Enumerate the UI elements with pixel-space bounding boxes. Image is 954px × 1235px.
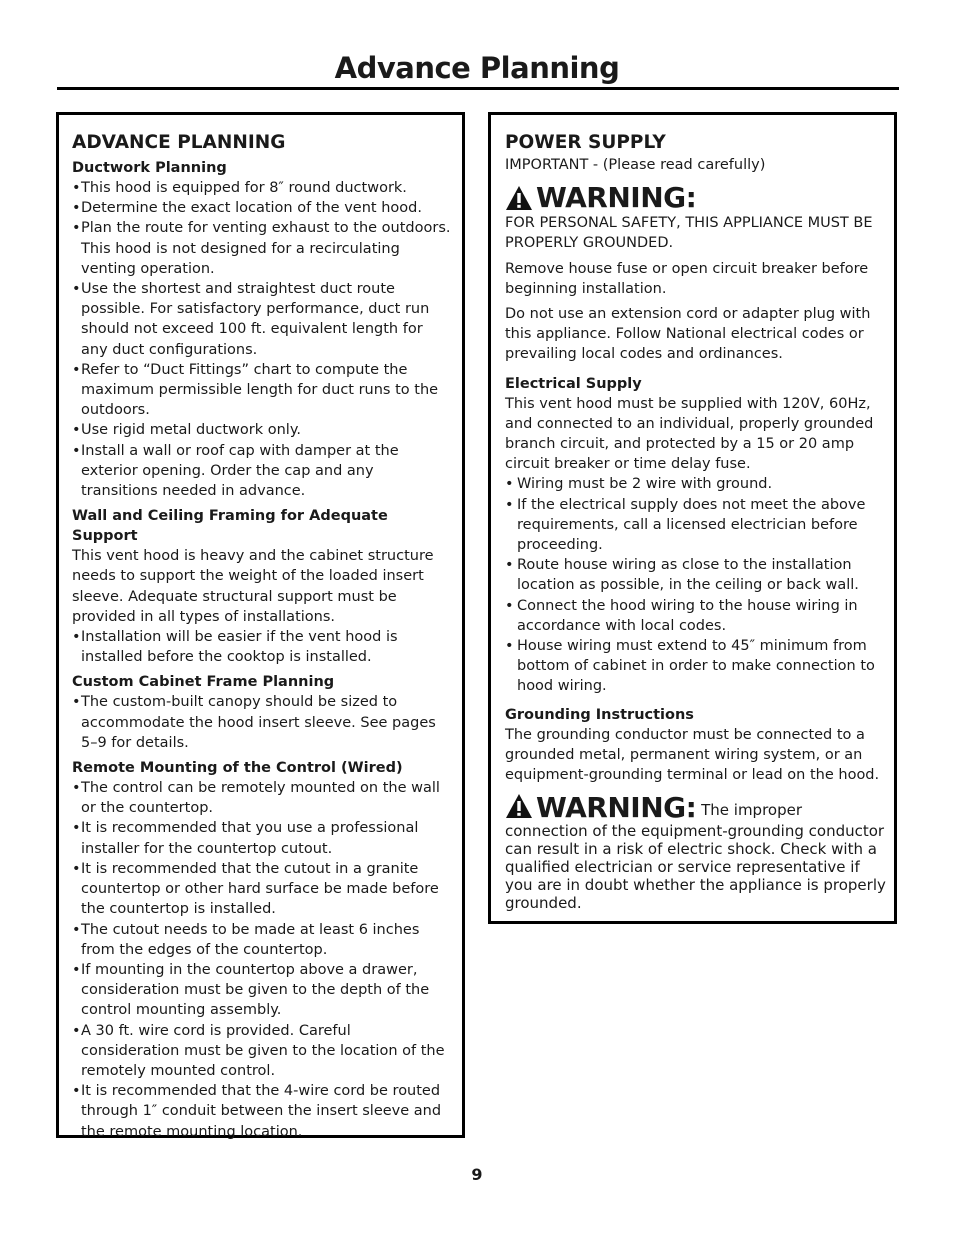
remote-list (72, 778, 452, 1142)
list-item: • The cutout needs to be made at least 6 inches from the edges of the countertop. (72, 920, 452, 960)
list-item: • Determine the exact location of the vent hood. (72, 198, 452, 218)
list-item: • Plan the route for venting exhaust to the outdoors. This hood is not designed for a recirculating venting operation. (72, 218, 452, 279)
list-item: • The control can be remotely mounted on the wall or the countertop. (72, 778, 452, 818)
list-item: • Use the shortest and straightest duct route possible. For satisfactory performance, duct run should not exceed 100 ft. equivalent length for any duct configurations. (72, 279, 452, 360)
warning-text: FOR PERSONAL SAFETY, THIS APPLIANCE MUST BE PROPERLY GROUNDED. (505, 215, 873, 252)
warning-text: The improper connection of the equipment-grounding conductor can result in a risk of electric shock. Check with a qualified electrician or service representative if you are in doubt whether the appliance is properly grounded. (505, 801, 886, 913)
list-item: • Installation will be easier if the vent hood is installed before the cooktop is installed. (72, 627, 452, 667)
warning-label: WARNING: (536, 791, 697, 825)
warning-heading (505, 183, 886, 213)
list-item: • It is recommended that the 4-wire cord be routed through 1″ conduit between the insert sleeve and the remote mounting location. (72, 1081, 452, 1142)
warning-label: WARNING: (536, 181, 697, 215)
important-note: IMPORTANT - (Please read carefully) (505, 157, 766, 173)
list-item: • Wiring must be 2 wire with ground. (505, 474, 886, 494)
electrical-text: This vent hood must be supplied with 120V, 60Hz, and connected to an individual, properly grounded branch circuit, and protected by a 15 or 20 amp circuit breaker or time delay fuse. (505, 395, 874, 473)
warning-triangle-icon (505, 793, 533, 819)
list-item: • Use rigid metal ductwork only. (72, 420, 452, 440)
title-rule (57, 87, 899, 90)
list-item: • The custom-built canopy should be sized to accommodate the hood insert sleeve. See pages 5–9 for details. (72, 692, 452, 753)
page-number: 9 (471, 1165, 483, 1184)
ductwork-list (72, 178, 452, 501)
cabinet-title: Custom Cabinet Frame Planning (72, 674, 335, 691)
list-item: • House wiring must extend to 45″ minimum from bottom of cabinet in order to make connection to hood wiring. (505, 636, 886, 697)
remote-title: Remote Mounting of the Control (Wired) (72, 760, 403, 777)
list-item: • It is recommended that the cutout in a granite countertop or other hard surface be made before the countertop is installed. (72, 859, 452, 920)
electrical-title: Electrical Supply (505, 375, 642, 392)
warning-triangle-icon (505, 185, 533, 211)
framing-title: Wall and Ceiling Framing for Adequate Support (72, 508, 388, 545)
ductwork-title: Ductwork Planning (72, 160, 227, 176)
section-heading: ADVANCE PLANNING (72, 132, 286, 153)
list-item: • A 30 ft. wire cord is provided. Careful consideration must be given to the location of the remotely mounted control. (72, 1021, 452, 1082)
list-item: • This hood is equipped for 8″ round ductwork. (72, 178, 452, 198)
list-item: • Install a wall or roof cap with damper at the exterior opening. Order the cap and any transitions needed in advance. (72, 441, 452, 502)
page-title: Advance Planning (334, 51, 620, 85)
list-item: • Connect the hood wiring to the house wiring in accordance with local codes. (505, 596, 886, 636)
advance-planning-box (56, 112, 465, 1138)
grounding-text: The grounding conductor must be connected to a grounded metal, permanent wiring system, or an equipment-grounding terminal or lead on the hood. (505, 726, 880, 784)
electrical-list (505, 474, 886, 696)
grounding-title: Grounding Instructions (505, 706, 694, 723)
warning-inline (505, 793, 886, 912)
framing-text: This vent hood is heavy and the cabinet structure needs to support the weight of the loaded insert sleeve. Adequate structural support must be provided in all types of installations. (72, 548, 434, 625)
framing-list (72, 627, 452, 667)
paragraph: Do not use an extension cord or adapter plug with this appliance. Follow National electrical codes or prevailing local codes and ordinances. (505, 306, 871, 363)
cabinet-list (72, 692, 452, 753)
list-item: • Route house wiring as close to the installation location as possible, in the ceiling or back wall. (505, 555, 886, 595)
list-item: • If the electrical supply does not meet the above requirements, call a licensed electrician before proceeding. (505, 495, 886, 556)
list-item: • It is recommended that you use a professional installer for the countertop cutout. (72, 818, 452, 858)
power-supply-box (488, 112, 897, 924)
list-item: • If mounting in the countertop above a drawer, consideration must be given to the depth of the control mounting assembly. (72, 960, 452, 1021)
paragraph: Remove house fuse or open circuit breaker before beginning installation. (505, 260, 869, 297)
section-heading: POWER SUPPLY (505, 132, 666, 153)
list-item: • Refer to “Duct Fittings” chart to compute the maximum permissible length for duct runs to the outdoors. (72, 360, 452, 421)
